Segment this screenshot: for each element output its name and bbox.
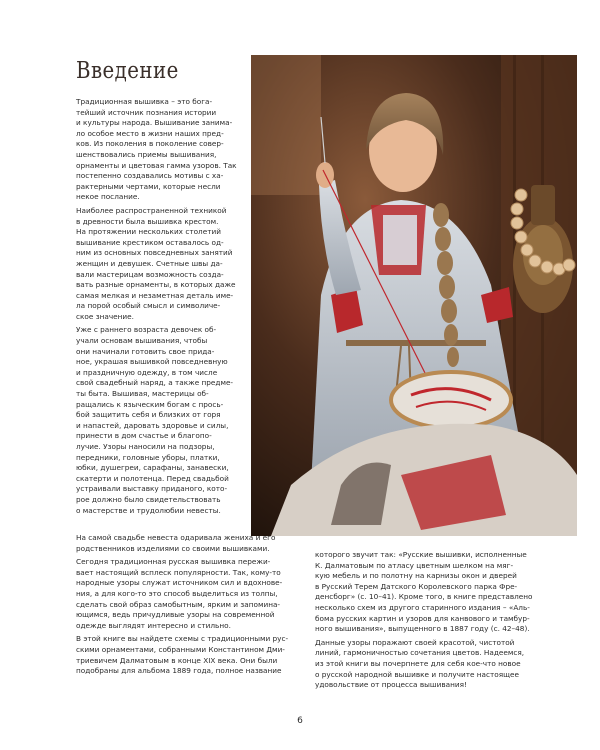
intro-bottom-right-column — [315, 550, 543, 694]
paragraph: В этой книге вы найдете схемы с традиционными рус- скими орнаментами, собранными Константином Дми- триевичем Далматовым в конце XIX века. Они были подобраны для альбома 1889 года, полное название — [76, 634, 289, 676]
girl-embroidering-photo — [251, 55, 577, 536]
page-title: Введение — [76, 58, 179, 84]
intro-bottom-left-column — [76, 533, 306, 680]
paragraph: Традиционная вышивка – это бога- тейший источник познания истории и культуры народа. Вышивание занима- ло особое место в жизни наших пред- ков. Из поколения в поколение совер- шенствовались приемы вышивания, орнаменты и цветовая гамма узоров. Так постепенно создавались мотивы с ха- рактерными чертами, которые несли некое послание. — [76, 97, 237, 202]
paragraph: На самой свадьбе невеста одаривала жениха и его родственников изделиями со своими вышивками. — [76, 533, 276, 553]
paragraph: Сегодня традиционная русская вышивка пережи- вает настоящий всплеск популярности. Так, кому-то народные узоры служат источником сил и вдохнове- ния, а для кого-то это способ выделиться из толпы, сделать свой образ самобытным, ярким и запомина- ющимся, ведь причудливые узоры на современной одежде выглядят интересно и стильно. — [76, 557, 283, 630]
paragraph: Наиболее распространенной техникой в древности была вышивка крестом. На протяжении нескольких столетий вышивание крестиком оставалось од- ним из основных повседневных занятий женщин и девушек. Счетные швы да- вали мастерицам возможность созда- вать разные орнаменты, в которых даже самая мелкая и незаметная деталь име- ла порой особый смысл и символиче- ское значение. — [76, 205, 236, 321]
page-number: 6 — [297, 716, 303, 726]
intro-left-column — [76, 97, 248, 519]
paragraph: Уже с раннего возраста девочек об- учали основам вышивания, чтобы они начинали готовить свое прида- ное, украшая вышивкой повседневную и праздничную одежду, в том числе свой свадебный наряд, а также предме- ты быта. Вышивая, мастерицы об- ращались к языческим богам с прось- бой защитить себя и близких от горя и напастей, даровать здоровье и силы, принести в дом счастье и благопо- лучие. Узоры наносили на подзоры, передники, головные уборы, платки, юбки, душегреи, сарафаны, занавески, скатерти и полотенца. Перед свадьбой устраивали выставку приданого, кото- рое должно было свидетельствовать о мастерстве и трудолюбии невесты. — [76, 325, 234, 515]
paragraph: которого звучит так: «Русские вышивки, исполненные К. Далматовым по атласу цветным шелком на мяг- кую мебель и по полотну на карнизы окон и дверей в Русский Терем Датского Королевского парка Фре- денсборг» (с. 10–41). Кроме того, в книге представлено несколько схем из другого старинного издания – «Аль- бома русских картин и узоров для канвового и тамбур- ного вышивания», выпущенного в 1887 году (с. 42–48). — [315, 550, 533, 634]
paragraph: Данные узоры поражают своей красотой, чистотой линий, гармоничностью сочетания цветов. Надеемся, из этой книги вы почерпнете для себя кое-что новое о русской народной вышивке и получите настоящее удовольствие от процесса вышивания! — [315, 637, 525, 690]
